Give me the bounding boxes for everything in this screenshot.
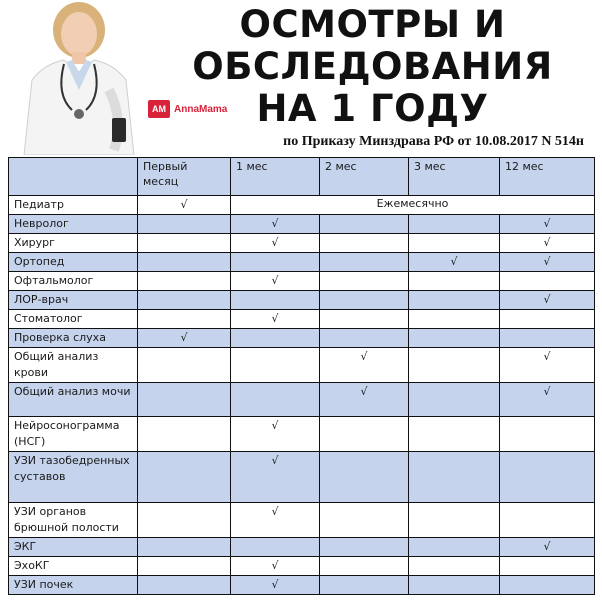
col-header-first-month: Первый месяц (138, 158, 231, 196)
empty-cell (320, 234, 409, 253)
check-mark-icon: √ (231, 452, 320, 503)
check-mark-icon: √ (231, 234, 320, 253)
col-header-3-month: 3 мес (409, 158, 500, 196)
empty-cell (409, 383, 500, 417)
empty-cell (409, 557, 500, 576)
empty-cell (500, 557, 595, 576)
empty-cell (409, 503, 500, 538)
empty-cell (138, 417, 231, 452)
table-header-row (9, 158, 595, 196)
check-mark-icon: √ (500, 383, 595, 417)
check-mark-icon: √ (500, 348, 595, 383)
empty-cell (500, 329, 595, 348)
table-row (9, 417, 595, 452)
row-label: УЗИ почек (9, 576, 138, 595)
title-line-3: НА 1 ГОДУ (256, 87, 489, 130)
row-label: УЗИ органов брюшной полости (9, 503, 138, 538)
empty-cell (320, 253, 409, 272)
row-label: Нейросонограмма (НСГ) (9, 417, 138, 452)
empty-cell (409, 576, 500, 595)
empty-cell (320, 417, 409, 452)
empty-cell (138, 538, 231, 557)
check-mark-icon: √ (500, 291, 595, 310)
check-mark-icon: √ (500, 234, 595, 253)
empty-cell (138, 310, 231, 329)
row-label: ЭКГ (9, 538, 138, 557)
empty-cell (409, 348, 500, 383)
schedule-table (8, 157, 595, 595)
check-mark-icon: √ (409, 253, 500, 272)
row-label: УЗИ тазобедренных суставов (9, 452, 138, 503)
col-header-12-month: 12 мес (500, 158, 595, 196)
row-label: Педиатр (9, 196, 138, 215)
empty-cell (138, 215, 231, 234)
table-row (9, 253, 595, 272)
check-mark-icon: √ (231, 503, 320, 538)
table-row (9, 291, 595, 310)
table-row (9, 452, 595, 503)
empty-cell (320, 576, 409, 595)
page-title (150, 4, 595, 130)
row-label: Офтальмолог (9, 272, 138, 291)
empty-cell (138, 576, 231, 595)
empty-cell (231, 538, 320, 557)
empty-cell (320, 215, 409, 234)
empty-cell (500, 576, 595, 595)
table-row (9, 557, 595, 576)
empty-cell (500, 272, 595, 291)
monthly-label: Ежемесячно (231, 196, 595, 215)
empty-cell (409, 215, 500, 234)
empty-cell (409, 417, 500, 452)
row-label: Общий анализ мочи (9, 383, 138, 417)
check-mark-icon: √ (500, 215, 595, 234)
empty-cell (138, 291, 231, 310)
empty-cell (409, 272, 500, 291)
row-label: ЛОР-врач (9, 291, 138, 310)
title-line-2: ОБСЛЕДОВАНИЯ (192, 45, 553, 88)
row-label: Проверка слуха (9, 329, 138, 348)
empty-cell (320, 538, 409, 557)
empty-cell (231, 348, 320, 383)
row-label: Невролог (9, 215, 138, 234)
empty-cell (409, 234, 500, 253)
check-mark-icon: √ (231, 215, 320, 234)
empty-cell (231, 253, 320, 272)
check-mark-icon: √ (320, 383, 409, 417)
check-mark-icon: √ (500, 253, 595, 272)
empty-cell (409, 452, 500, 503)
table-row (9, 310, 595, 329)
check-mark-icon: √ (500, 538, 595, 557)
table-row (9, 196, 595, 215)
table-row (9, 215, 595, 234)
empty-cell (409, 329, 500, 348)
title-line-1: ОСМОТРЫ И (239, 3, 506, 46)
check-mark-icon: √ (231, 310, 320, 329)
table-row (9, 272, 595, 291)
brand-logo-icon: AM (148, 100, 170, 118)
check-mark-icon: √ (320, 348, 409, 383)
empty-cell (500, 503, 595, 538)
empty-cell (138, 253, 231, 272)
empty-cell (320, 272, 409, 291)
check-mark-icon: √ (138, 329, 231, 348)
check-mark-icon: √ (138, 196, 231, 215)
empty-cell (320, 329, 409, 348)
table-row (9, 348, 595, 383)
empty-cell (138, 272, 231, 291)
empty-cell (138, 452, 231, 503)
empty-cell (409, 538, 500, 557)
empty-cell (138, 503, 231, 538)
empty-cell (138, 557, 231, 576)
check-mark-icon: √ (231, 272, 320, 291)
col-header-1-month: 1 мес (231, 158, 320, 196)
brand-name: AnnaMama (174, 103, 228, 115)
check-mark-icon: √ (231, 557, 320, 576)
row-label: ЭхоКГ (9, 557, 138, 576)
empty-cell (500, 417, 595, 452)
empty-cell (320, 452, 409, 503)
table-row (9, 503, 595, 538)
check-mark-icon: √ (231, 576, 320, 595)
table-row (9, 234, 595, 253)
empty-cell (138, 234, 231, 253)
subtitle: по Приказу Минздрава РФ от 10.08.2017 N 514н (283, 134, 584, 149)
empty-cell (231, 329, 320, 348)
empty-cell (231, 291, 320, 310)
empty-cell (409, 310, 500, 329)
table-row (9, 576, 595, 595)
row-label: Хирург (9, 234, 138, 253)
table-row (9, 538, 595, 557)
empty-cell (138, 383, 231, 417)
empty-cell (320, 291, 409, 310)
empty-cell (320, 503, 409, 538)
row-label: Общий анализ крови (9, 348, 138, 383)
empty-cell (500, 310, 595, 329)
empty-cell (500, 452, 595, 503)
header (0, 0, 602, 158)
doctor-illustration (14, 0, 144, 155)
table-row (9, 329, 595, 348)
empty-cell (231, 383, 320, 417)
row-label: Стоматолог (9, 310, 138, 329)
row-label: Ортопед (9, 253, 138, 272)
col-header-2-month: 2 мес (320, 158, 409, 196)
empty-cell (320, 557, 409, 576)
empty-cell (409, 291, 500, 310)
col-header-name (9, 158, 138, 196)
check-mark-icon: √ (231, 417, 320, 452)
empty-cell (138, 348, 231, 383)
table-row (9, 383, 595, 417)
empty-cell (320, 310, 409, 329)
